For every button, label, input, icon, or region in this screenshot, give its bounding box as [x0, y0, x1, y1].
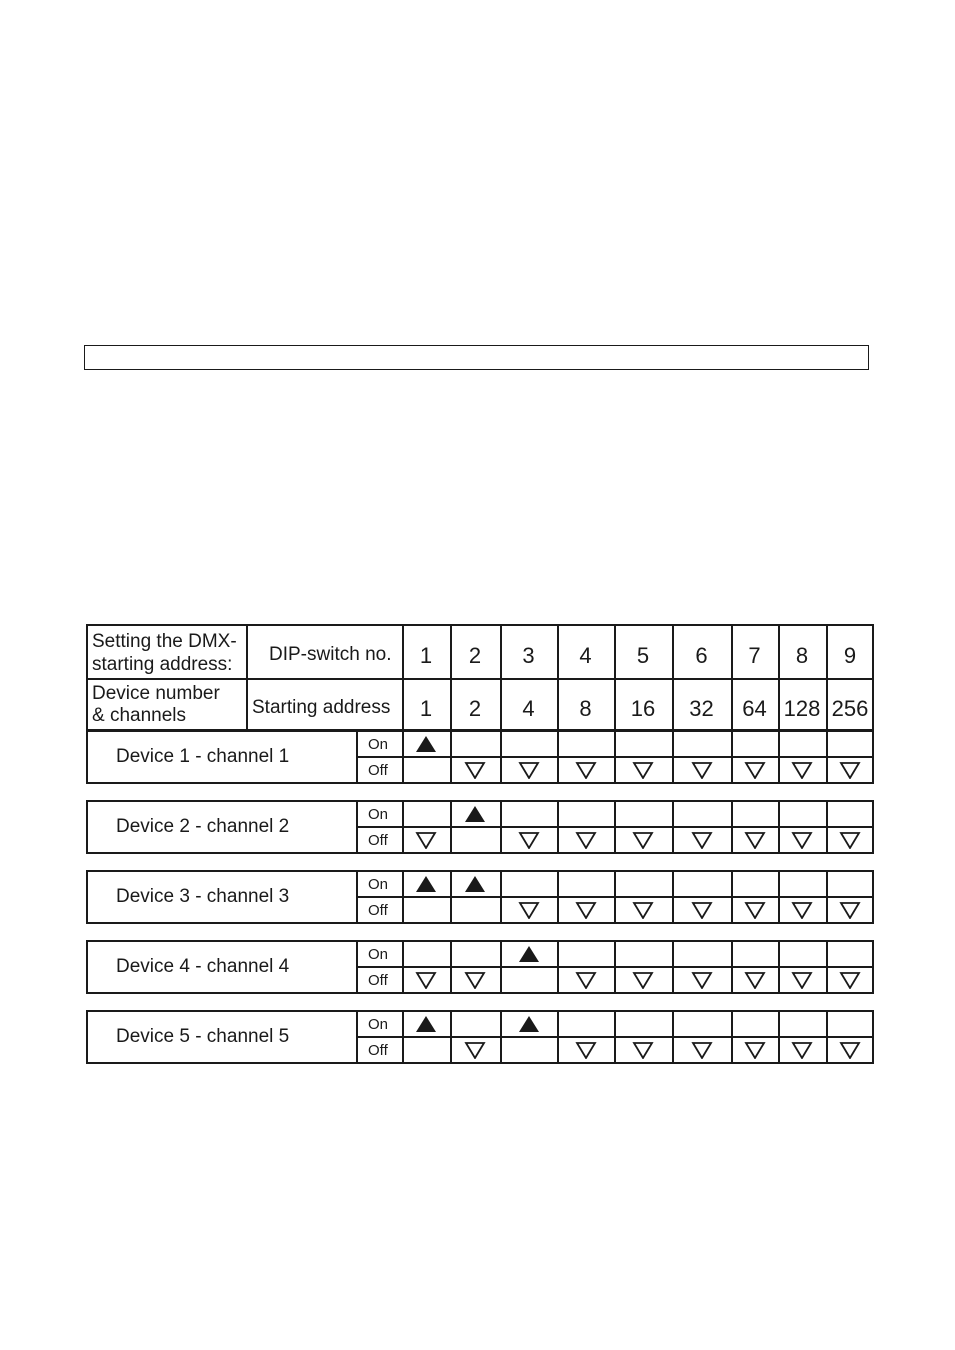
on-label: On: [368, 876, 389, 893]
switch-off-down-triangle-icon: [691, 971, 713, 989]
switch-off-down-triangle-icon: [791, 831, 813, 849]
start-address: 16: [630, 696, 656, 721]
header-row-divider: [86, 678, 874, 680]
on-off-divider: [356, 826, 874, 828]
start-address: 2: [468, 696, 482, 721]
off-label: Off: [368, 972, 388, 989]
device-label: Device 1 - channel 1: [116, 746, 290, 767]
switch-on-up-triangle-icon: [415, 1015, 437, 1033]
switch-off-down-triangle-icon: [464, 1041, 486, 1059]
dip-number: 5: [636, 643, 650, 668]
off-label: Off: [368, 762, 388, 779]
start-address: 32: [689, 696, 714, 721]
switch-off-down-triangle-icon: [464, 761, 486, 779]
header-label-line1: Setting the DMX-: [92, 631, 237, 652]
switch-off-down-triangle-icon: [632, 761, 654, 779]
switch-off-down-triangle-icon: [518, 761, 540, 779]
dip-number: 8: [795, 643, 809, 668]
starting-address-label: Starting address: [252, 697, 391, 718]
off-label: Off: [368, 832, 388, 849]
switch-off-down-triangle-icon: [415, 831, 437, 849]
switch-off-down-triangle-icon: [575, 971, 597, 989]
switch-off-down-triangle-icon: [839, 761, 861, 779]
switch-off-down-triangle-icon: [791, 901, 813, 919]
dip-number: 7: [748, 643, 761, 668]
start-address: 64: [742, 696, 767, 721]
switch-off-down-triangle-icon: [691, 761, 713, 779]
switch-off-down-triangle-icon: [839, 971, 861, 989]
switch-off-down-triangle-icon: [839, 1041, 861, 1059]
switch-off-down-triangle-icon: [691, 901, 713, 919]
switch-off-down-triangle-icon: [575, 761, 597, 779]
switch-off-down-triangle-icon: [791, 761, 813, 779]
switch-off-down-triangle-icon: [518, 901, 540, 919]
start-address: 256: [831, 696, 869, 721]
on-off-divider: [356, 1036, 874, 1038]
switch-off-down-triangle-icon: [839, 831, 861, 849]
on-off-divider: [356, 756, 874, 758]
switch-off-down-triangle-icon: [839, 901, 861, 919]
dip-number: 4: [579, 643, 592, 668]
switch-off-down-triangle-icon: [791, 971, 813, 989]
on-label: On: [368, 946, 389, 963]
switch-off-down-triangle-icon: [744, 831, 766, 849]
switch-off-down-triangle-icon: [415, 971, 437, 989]
switch-on-up-triangle-icon: [464, 805, 486, 823]
switch-off-down-triangle-icon: [632, 901, 654, 919]
switch-off-down-triangle-icon: [632, 971, 654, 989]
dip-switch-label: DIP-switch no.: [269, 644, 392, 665]
switch-off-down-triangle-icon: [744, 901, 766, 919]
off-label: Off: [368, 1042, 388, 1059]
switch-off-down-triangle-icon: [691, 831, 713, 849]
on-label: On: [368, 806, 389, 823]
on-off-divider: [356, 966, 874, 968]
start-address: 4: [522, 696, 535, 721]
switch-on-up-triangle-icon: [415, 735, 437, 753]
on-off-divider: [356, 896, 874, 898]
dip-number: 9: [843, 643, 857, 668]
switch-off-down-triangle-icon: [691, 1041, 713, 1059]
dip-number: 3: [522, 643, 535, 668]
start-address: 1: [419, 696, 433, 721]
switch-on-up-triangle-icon: [464, 875, 486, 893]
switch-off-down-triangle-icon: [744, 971, 766, 989]
start-address: 8: [579, 696, 592, 721]
device-label: Device 3 - channel 3: [116, 886, 290, 907]
switch-off-down-triangle-icon: [632, 1041, 654, 1059]
switch-on-up-triangle-icon: [518, 1015, 540, 1033]
start-address: 128: [783, 696, 821, 721]
switch-off-down-triangle-icon: [791, 1041, 813, 1059]
device-label: Device 4 - channel 4: [116, 956, 290, 977]
switch-off-down-triangle-icon: [575, 831, 597, 849]
empty-caption-box: [84, 345, 869, 370]
switch-off-down-triangle-icon: [575, 1041, 597, 1059]
device-label-line1: Device number: [92, 683, 220, 704]
device-label-line2: & channels: [92, 705, 187, 726]
switch-off-down-triangle-icon: [575, 901, 597, 919]
header-label-line2: starting address:: [92, 654, 233, 675]
on-label: On: [368, 736, 389, 753]
device-label: Device 5 - channel 5: [116, 1026, 290, 1047]
switch-off-down-triangle-icon: [464, 971, 486, 989]
switch-on-up-triangle-icon: [415, 875, 437, 893]
switch-off-down-triangle-icon: [744, 1041, 766, 1059]
switch-off-down-triangle-icon: [518, 831, 540, 849]
switch-off-down-triangle-icon: [632, 831, 654, 849]
switch-off-down-triangle-icon: [744, 761, 766, 779]
off-label: Off: [368, 902, 388, 919]
switch-on-up-triangle-icon: [518, 945, 540, 963]
dip-number: 2: [468, 643, 482, 668]
dip-number: 1: [419, 643, 433, 668]
dip-number: 6: [695, 643, 708, 668]
device-label: Device 2 - channel 2: [116, 816, 290, 837]
on-label: On: [368, 1016, 389, 1033]
